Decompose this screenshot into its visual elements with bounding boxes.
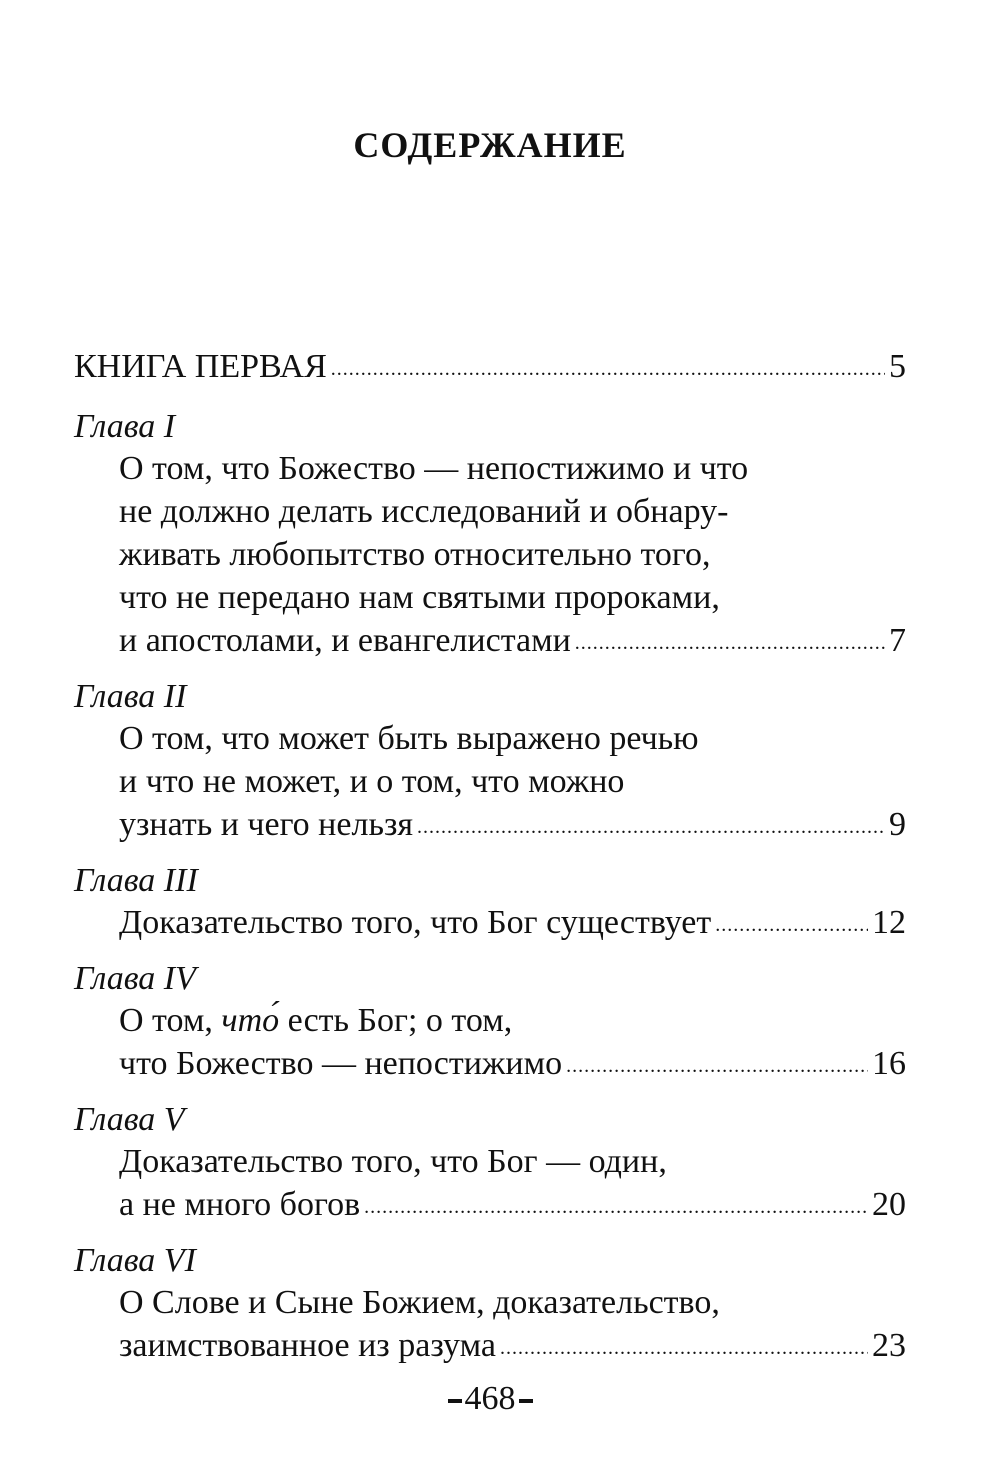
table-of-contents xyxy=(74,345,906,1382)
chapter-heading: Глава IV xyxy=(74,960,196,997)
dot-leader xyxy=(331,343,885,391)
chapter-title-line: О том, что Божество — непостижимо и что xyxy=(119,450,749,487)
chapter-title-line: О Слове и Сыне Божием, доказательство, xyxy=(119,1284,720,1321)
chapter-title-line: живать любопытство относительно того, xyxy=(119,536,711,573)
dash-ornament xyxy=(448,1399,462,1403)
page-number: 23 xyxy=(872,1327,906,1364)
chapter-title-line: узнать и чего нельзя xyxy=(119,806,414,843)
chapter-heading: Глава II xyxy=(74,678,187,715)
dot-leader xyxy=(566,1040,868,1088)
page-number: 9 xyxy=(889,806,906,843)
toc-entry-book[interactable] xyxy=(74,345,906,393)
chapter-title-line: О том, что может быть выражено речью xyxy=(119,720,699,757)
book-label: КНИГА ПЕРВАЯ xyxy=(74,348,327,385)
toc-entry-chapter-4[interactable] xyxy=(74,959,906,1090)
dot-leader xyxy=(575,617,885,665)
page-footer xyxy=(0,1380,980,1418)
toc-entry-chapter-5[interactable] xyxy=(74,1100,906,1231)
chapter-title-line: Доказательство того, что Бог существует xyxy=(119,904,712,941)
toc-entry-chapter-3[interactable] xyxy=(74,861,906,949)
title-text: есть Бог; о том, xyxy=(279,1002,513,1039)
chapter-title-line: а не много богов xyxy=(119,1186,361,1223)
page-number: 7 xyxy=(889,622,906,659)
chapter-heading: Глава VI xyxy=(74,1242,196,1279)
chapter-title-line: Доказательство того, что Бог — один, xyxy=(119,1143,667,1180)
page-title: СОДЕРЖАНИЕ xyxy=(353,125,627,165)
chapter-heading: Глава I xyxy=(74,408,176,445)
chapter-title-line: и апостолами, и евангелистами xyxy=(119,622,571,659)
page-number: 5 xyxy=(889,348,906,385)
dot-leader xyxy=(500,1322,868,1370)
page-number: 12 xyxy=(872,904,906,941)
dot-leader xyxy=(417,801,885,849)
toc-entry-chapter-1[interactable] xyxy=(74,407,906,667)
chapter-title-line: и что не может, и о том, что можно xyxy=(119,763,625,800)
footer-page-number: 468 xyxy=(464,1380,516,1417)
chapter-heading: Глава V xyxy=(74,1101,185,1138)
dash-ornament xyxy=(519,1399,533,1403)
dot-leader xyxy=(364,1181,868,1229)
chapter-title-line: что не передано нам святыми пророками, xyxy=(119,579,720,616)
toc-entry-chapter-2[interactable] xyxy=(74,677,906,851)
dot-leader xyxy=(715,899,868,947)
emphasized-word: что́ xyxy=(221,1002,280,1039)
page-number: 20 xyxy=(872,1186,906,1223)
title-text: О том, xyxy=(119,1002,222,1039)
chapter-title-line: заимствованное из разума xyxy=(119,1327,496,1364)
toc-entry-chapter-6[interactable] xyxy=(74,1241,906,1372)
chapter-heading: Глава III xyxy=(74,862,198,899)
chapter-title-line: что Божество — непостижимо xyxy=(119,1045,563,1082)
chapter-title-line: не должно делать исследований и обнару- xyxy=(119,493,729,530)
page-number: 16 xyxy=(872,1045,906,1082)
chapter-title-line xyxy=(119,999,906,1042)
